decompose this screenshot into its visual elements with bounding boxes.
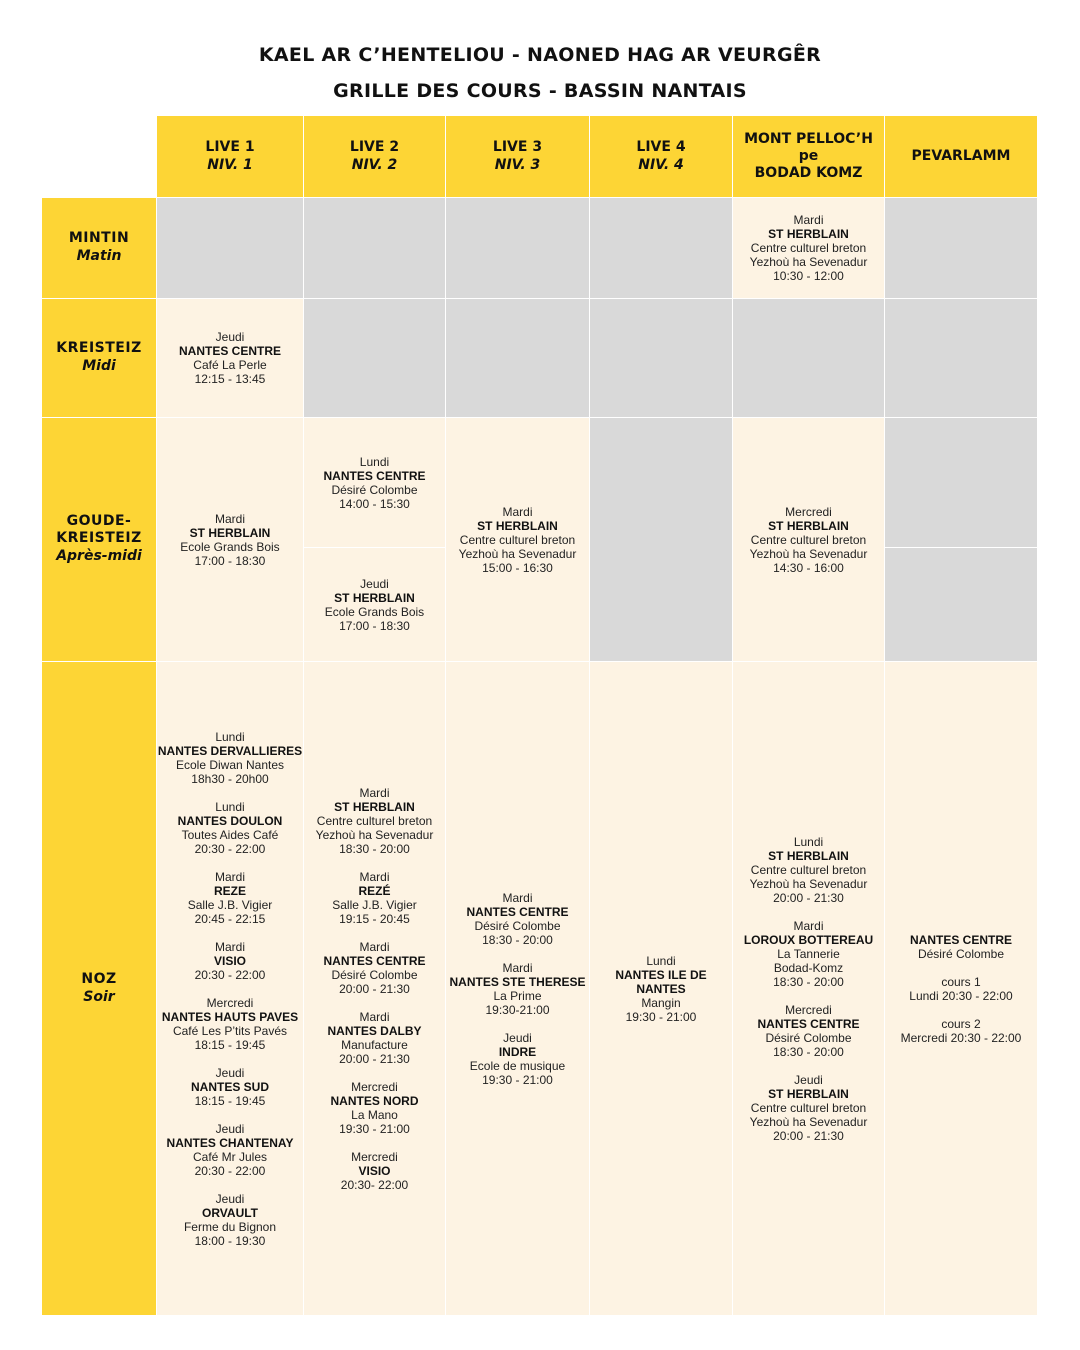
course-day: Lundi <box>646 953 676 968</box>
course-entry <box>167 1122 294 1178</box>
row-label-translation: Soir <box>83 988 115 1005</box>
empty-cell <box>157 198 303 298</box>
course-cell <box>157 418 303 661</box>
empty-cell <box>885 299 1037 417</box>
row-label-title: NOZ <box>81 970 117 987</box>
course-day: Jeudi <box>794 1072 823 1087</box>
course-time: 10:30 - 12:00 <box>773 269 844 283</box>
course-venue: La Mano <box>351 1107 398 1122</box>
course-time: 12:15 - 13:45 <box>194 372 266 386</box>
course-place: NANTES ILE DE NANTES <box>615 967 707 996</box>
row-label-goude-kreisteiz <box>42 418 156 661</box>
course-day: Lundi <box>793 834 824 849</box>
course-place: NANTES CENTRE <box>757 1016 860 1031</box>
course-time: 18:15 - 19:45 <box>194 1037 266 1052</box>
course-day: Mercredi <box>206 995 254 1010</box>
course-time: Lundi 20:30 - 22:00 <box>909 988 1013 1003</box>
course-time: 20:00 - 21:30 <box>773 1128 844 1143</box>
col-header-level: NIV. 2 <box>351 157 398 173</box>
course-entry <box>750 505 868 575</box>
course-day: Mercredi <box>351 1149 398 1164</box>
course-time: 18:30 - 20:00 <box>773 1044 844 1059</box>
course-time: 18:30 - 20:00 <box>339 841 410 856</box>
course-place: ST HERBLAIN <box>189 525 271 540</box>
course-time: 20:30- 22:00 <box>340 1177 409 1192</box>
course-entry <box>750 835 868 905</box>
course-venue: Centre culturel breton <box>316 813 433 828</box>
course-day: Jeudi <box>215 1121 245 1136</box>
course-time: 20:30 - 22:00 <box>194 1163 266 1178</box>
col-header-title: MONT PELLOC’H <box>744 131 873 147</box>
course-cell <box>590 662 732 1315</box>
row-label-title-2: KREISTEIZ <box>56 530 142 546</box>
row-label-noz <box>42 662 156 1315</box>
empty-cell <box>885 198 1037 298</box>
course-place: ST HERBLAIN <box>477 518 558 533</box>
course-venue: Manufacture <box>341 1037 408 1052</box>
course-day: Jeudi <box>215 1065 245 1080</box>
course-venue: Centre culturel breton <box>459 532 576 547</box>
row-label-title: GOUDE- <box>66 513 132 529</box>
empty-cell <box>885 548 1037 661</box>
course-place: ST HERBLAIN <box>768 518 849 533</box>
course-entry <box>180 512 279 568</box>
row-label-title: KREISTEIZ <box>56 340 142 356</box>
course-venue: Désiré Colombe <box>917 946 1005 961</box>
row-label-translation: Après-midi <box>56 548 142 564</box>
course-cell <box>733 662 884 1315</box>
course-place: NANTES SUD <box>190 1079 269 1094</box>
course-place: NANTES STE THERESE <box>449 974 586 989</box>
course-place: ST HERBLAIN <box>768 227 849 241</box>
course-place: NANTES DOULON <box>177 813 283 828</box>
course-venue: Ferme du Bignon <box>183 1219 277 1234</box>
course-venue: Salle J.B. Vigier <box>332 897 417 912</box>
course-entry <box>744 919 873 989</box>
course-entry <box>901 933 1022 1045</box>
course-venue-2: Yezhoù ha Sevenadur <box>749 876 868 891</box>
course-time: 14:00 - 15:30 <box>339 496 410 511</box>
course-place: REZÉ <box>358 883 391 898</box>
course-time: 20:00 - 21:30 <box>339 1051 410 1066</box>
course-venue: Ecole Grands Bois <box>180 539 280 554</box>
course-cell <box>157 662 303 1315</box>
course-venue: Café La Perle <box>193 358 267 372</box>
course-entry <box>195 940 266 982</box>
course-entry <box>459 505 577 575</box>
col-header-pevarlamm <box>885 116 1037 197</box>
row-label-translation: Midi <box>82 358 116 374</box>
course-venue-2: Yezhoù ha Sevenadur <box>458 546 577 561</box>
course-venue: Café Les P’tits Pavés <box>172 1023 288 1038</box>
course-place: ST HERBLAIN <box>334 590 415 605</box>
course-time: 20:00 - 21:30 <box>773 890 844 905</box>
course-day: Mardi <box>214 939 245 954</box>
course-venue: Désiré Colombe <box>474 918 561 933</box>
col-header-live3 <box>446 116 589 197</box>
course-venue: Salle J.B. Vigier <box>187 897 273 912</box>
course-entry <box>162 996 298 1052</box>
course-time: 18:30 - 20:00 <box>482 932 553 947</box>
course-day: Mercredi <box>785 504 832 519</box>
course-entry <box>158 730 302 786</box>
course-venue: Désiré Colombe <box>331 967 418 982</box>
row-label-translation: Matin <box>76 248 122 264</box>
course-entry <box>316 786 434 856</box>
course-entry <box>466 891 568 947</box>
course-place: NANTES CENTRE <box>323 468 426 483</box>
course-cell <box>304 662 445 1315</box>
course-place: NANTES DERVALLIERES <box>157 743 303 758</box>
course-venue-2: Yezhoù ha Sevenadur <box>749 1114 868 1129</box>
col-header-connector: pe <box>798 148 819 164</box>
col-header-level: NIV. 1 <box>207 157 253 173</box>
course-place: NANTES CENTRE <box>178 344 281 358</box>
course-day: Jeudi <box>503 1030 532 1045</box>
course-cell <box>733 418 884 661</box>
col-header-title: PEVARLAMM <box>911 148 1011 164</box>
course-day: Mardi <box>793 918 824 933</box>
course-time: Mercredi 20:30 - 22:00 <box>900 1030 1022 1045</box>
course-place: NANTES HAUTS PAVES <box>161 1009 299 1024</box>
course-entry <box>191 1066 269 1108</box>
col-header-level: NIV. 3 <box>494 157 541 173</box>
course-place: VISIO <box>213 953 246 968</box>
course-venue: Centre culturel breton <box>750 1100 867 1115</box>
course-entry <box>341 1150 408 1192</box>
course-time: 18:15 - 19:45 <box>194 1093 266 1108</box>
course-entry <box>590 954 732 1024</box>
course-place: INDRE <box>498 1044 537 1059</box>
course-cell-pevarlamm <box>885 662 1037 1315</box>
course-place: ORVAULT <box>202 1205 258 1220</box>
course-day: Mardi <box>359 869 390 884</box>
course-day: Lundi <box>215 799 245 814</box>
col-header-title: LIVE 2 <box>349 139 400 155</box>
course-entry <box>184 1192 276 1248</box>
empty-cell <box>304 299 445 417</box>
col-header-mont-pelloch <box>733 116 884 197</box>
empty-cell <box>885 418 1037 547</box>
course-place: NANTES CENTRE <box>323 953 426 968</box>
course-time: 19:30 - 21:00 <box>625 1009 697 1024</box>
course-entry <box>188 870 273 926</box>
course-venue-2: Yezhoù ha Sevenadur <box>749 255 868 269</box>
course-place: NANTES CENTRE <box>466 904 569 919</box>
course-day: Mardi <box>502 504 533 519</box>
course-place: NANTES NORD <box>330 1093 419 1108</box>
course-venue: Ecole de musique <box>469 1058 566 1073</box>
empty-cell <box>590 418 732 661</box>
course-cell <box>733 198 884 298</box>
course-cell <box>157 299 303 417</box>
course-entry <box>323 940 425 996</box>
course-venue: Café Mr Jules <box>192 1149 268 1164</box>
col-header-live4 <box>590 116 732 197</box>
col-header-title: LIVE 3 <box>492 139 543 155</box>
course-time: 19:30 - 21:00 <box>339 1121 410 1136</box>
course-venue: La Prime <box>493 988 542 1003</box>
course-label: cours 2 <box>941 1016 981 1031</box>
course-place: ST HERBLAIN <box>768 848 849 863</box>
course-place: LOROUX BOTTEREAU <box>743 932 874 947</box>
empty-cell <box>446 198 589 298</box>
col-header-title: LIVE 1 <box>205 139 255 155</box>
course-entry <box>325 577 424 633</box>
course-entry <box>449 961 585 1017</box>
col-header-title: LIVE 4 <box>636 139 686 155</box>
course-day: Mardi <box>502 890 533 905</box>
course-venue: Désiré Colombe <box>331 482 418 497</box>
course-place: NANTES CHANTENAY <box>166 1135 294 1150</box>
course-place: NANTES DALBY <box>327 1023 422 1038</box>
course-entry <box>757 1003 859 1059</box>
col-header-live2 <box>304 116 445 197</box>
course-entry <box>332 870 417 926</box>
course-cell <box>304 548 445 661</box>
course-day: Lundi <box>359 454 390 469</box>
course-venue: Toutes Aides Café <box>181 827 279 842</box>
course-venue-2: Yezhoù ha Sevenadur <box>315 827 434 842</box>
course-time: 18:00 - 19:30 <box>194 1233 266 1248</box>
course-place: ST HERBLAIN <box>334 799 415 814</box>
row-label-mintin <box>42 198 156 298</box>
course-entry <box>330 1080 418 1136</box>
page-title: KAEL AR C’HENTELIOU - NAONED HAG AR VEURGÊR <box>258 44 822 66</box>
course-day: Mardi <box>359 785 390 800</box>
course-venue-2: Bodad-Komz <box>773 960 844 975</box>
course-time: 19:30 - 21:00 <box>482 1072 553 1087</box>
course-venue: Centre culturel breton <box>750 241 867 255</box>
course-cell <box>304 418 445 547</box>
course-entry <box>750 1073 868 1143</box>
course-place: ST HERBLAIN <box>768 1086 849 1101</box>
course-time: 20:45 - 22:15 <box>194 911 266 926</box>
course-time: 17:00 - 18:30 <box>194 553 266 568</box>
empty-cell <box>590 299 732 417</box>
course-venue: Ecole Grands Bois <box>324 604 425 619</box>
course-venue: Centre culturel breton <box>750 532 867 547</box>
course-time: 14:30 - 16:00 <box>773 560 844 575</box>
course-day: Mardi <box>793 213 824 227</box>
course-label: cours 1 <box>941 974 981 989</box>
course-time: 15:00 - 16:30 <box>482 560 553 575</box>
course-cell <box>446 662 589 1315</box>
course-day: Mardi <box>359 939 390 954</box>
col-header-title-2: BODAD KOMZ <box>754 165 863 181</box>
col-header-level: NIV. 4 <box>638 157 684 173</box>
course-day: Jeudi <box>215 330 245 344</box>
course-entry <box>178 800 283 856</box>
course-time: 19:30-21:00 <box>485 1002 550 1017</box>
col-header-live1 <box>157 116 303 197</box>
course-time: 20:30 - 22:00 <box>194 841 266 856</box>
empty-cell <box>446 299 589 417</box>
course-day: Mardi <box>502 960 533 975</box>
course-day: Mercredi <box>785 1002 832 1017</box>
course-venue: Désiré Colombe <box>765 1030 852 1045</box>
course-cell <box>446 418 589 661</box>
empty-cell <box>304 198 445 298</box>
row-label-kreisteiz <box>42 299 156 417</box>
course-day: Mardi <box>359 1009 390 1024</box>
course-entry <box>470 1031 565 1087</box>
course-entry <box>327 1010 421 1066</box>
course-venue-2: Yezhoù ha Sevenadur <box>749 546 868 561</box>
row-label-title: MINTIN <box>68 230 130 246</box>
course-venue: La Tannerie <box>777 946 840 961</box>
course-venue: Mangin <box>641 995 681 1010</box>
course-entry <box>323 455 425 511</box>
course-place: VISIO <box>358 1163 391 1178</box>
course-day: Jeudi <box>215 1191 245 1206</box>
course-time: 17:00 - 18:30 <box>339 618 410 633</box>
course-entry <box>750 213 868 283</box>
course-time: 18:30 - 20:00 <box>773 974 844 989</box>
page-subtitle: GRILLE DES COURS - BASSIN NANTAIS <box>333 80 747 102</box>
course-venue: Centre culturel breton <box>750 862 867 877</box>
course-day: Lundi <box>215 729 245 744</box>
empty-cell <box>590 198 732 298</box>
course-place: REZE <box>213 883 246 898</box>
course-place: NANTES CENTRE <box>909 932 1012 947</box>
course-day: Mardi <box>214 869 245 884</box>
course-day: Mardi <box>214 511 245 526</box>
course-time: 20:30 - 22:00 <box>194 967 266 982</box>
course-time: 19:15 - 20:45 <box>339 911 410 926</box>
course-day: Jeudi <box>360 576 389 591</box>
course-day: Mercredi <box>351 1079 398 1094</box>
course-time: 20:00 - 21:30 <box>339 981 410 996</box>
course-time: 18h30 - 20h00 <box>191 771 269 786</box>
course-venue: Ecole Diwan Nantes <box>175 757 285 772</box>
course-entry <box>179 330 281 386</box>
empty-cell <box>733 299 884 417</box>
